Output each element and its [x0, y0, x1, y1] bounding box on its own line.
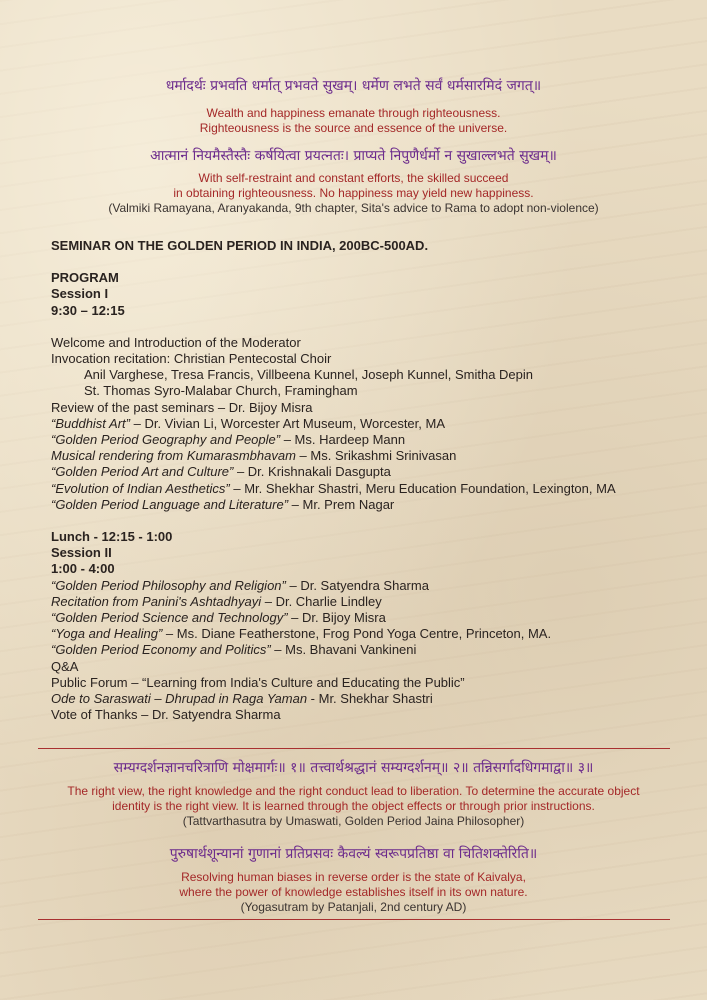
talk-item: [51, 626, 671, 642]
public-forum-item: Public Forum – “Learning from India's Culture and Educating the Public”: [51, 674, 465, 690]
top-verse-1-translation-line-1: Wealth and happiness emanate through righteousness.: [206, 106, 501, 120]
talk-title: “Golden Period Geography and People”: [51, 432, 281, 448]
qa-item: Q&A: [51, 658, 79, 674]
top-verse-1-translation-line-2: Righteousness is the source and essence of the universe.: [199, 121, 508, 135]
program-item: Welcome and Introduction of the Moderator: [51, 334, 301, 350]
talk-speaker: – Dr. Vivian Li, Worcester Art Museum, Worcester, MA: [130, 415, 445, 431]
talk-item: [51, 416, 671, 432]
talk-item: [51, 642, 671, 658]
talk-item: [51, 578, 671, 594]
bottom-verse-1-source: (Tattvarthasutra by Umaswati, Golden Period Jaina Philosopher): [182, 814, 525, 828]
talk-speaker: – Ms. Diane Featherstone, Frog Pond Yoga Centre, Princeton, MA.: [162, 626, 552, 642]
talk-speaker: – Mr. Shekhar Shastri, Meru Education Foundation, Lexington, MA: [229, 480, 616, 496]
talk-item: [51, 448, 671, 464]
bottom-verse-2-translation-line-1: Resolving human biases in reverse order is the state of Kaivalya,: [181, 870, 526, 884]
talk-speaker: – Dr. Krishnakali Dasgupta: [233, 464, 391, 480]
talk-title: “Golden Period Science and Technology”: [51, 610, 288, 626]
top-verse-2-translation-line-1: With self-restraint and constant efforts, the skilled succeed: [198, 171, 509, 185]
lunch-break: Lunch - 12:15 - 1:00: [51, 529, 173, 545]
talk-item: [51, 594, 671, 610]
talk-title: “Golden Period Economy and Politics”: [51, 642, 271, 658]
talk-title: “Golden Period Philosophy and Religion”: [51, 577, 286, 593]
talk-item: [51, 464, 671, 480]
talk-title: “Evolution of Indian Aesthetics”: [51, 480, 230, 496]
bottom-verse-2-sanskrit: पुरुषार्थशून्यानां गुणानां प्रतिप्रसवः कैवल्यं स्वरूपप्रतिष्ठा वा चितिशक्तेरिति॥: [169, 846, 538, 862]
talk-title: “Yoga and Healing”: [51, 626, 163, 642]
talk-title: “Buddhist Art”: [51, 415, 130, 431]
session-2-title: Session II: [51, 545, 112, 561]
bottom-verse-1-translation-line-2: identity is the right view. It is learned through the object effects or through prior instructions.: [112, 799, 595, 813]
choir-church: St. Thomas Syro-Malabar Church, Framingham: [84, 383, 358, 399]
top-verse-1-sanskrit: धर्मादर्थः प्रभवति धर्मात् प्रभवते सुखम्। धर्मेण लभते सर्वं धर्मसारमिदं जगत्॥: [165, 78, 542, 94]
ode-title: Ode to Saraswati – Dhrupad in Raga Yaman: [51, 691, 308, 707]
session-2-time: 1:00 - 4:00: [51, 561, 115, 577]
top-verse-1-translation: [0, 106, 707, 136]
top-verse-2-sanskrit: आत्मानं नियमैस्तैस्तैः कर्षयित्वा प्रयत्नतः। प्राप्यते निपुणैर्धर्मो न सुखाल्लभते सुखम्॥: [150, 148, 557, 164]
program: [51, 238, 671, 723]
talk-item: [51, 497, 671, 513]
ode-performer: - Mr. Shekhar Shastri: [307, 691, 433, 707]
talk-title: Recitation from Panini's Ashtadhyayi: [51, 593, 262, 609]
talk-speaker: – Ms. Hardeep Mann: [280, 432, 406, 448]
bottom-verse-1-sanskrit: सम्यग्दर्शनज्ञानचरित्राणि मोक्षमार्गः॥ १॥ तत्त्वार्थश्रद्धानं सम्यग्दर्शनम्॥ २॥ तन्निसर्गादधिगमाद्वा॥ ३॥: [113, 760, 594, 776]
talk-item: [51, 481, 671, 497]
top-verse-2-source: (Valmiki Ramayana, Aranyakanda, 9th chapter, Sita's advice to Rama to adopt non-violence): [108, 201, 599, 215]
session-1-time: 9:30 – 12:15: [51, 302, 125, 318]
ode-item: [51, 691, 671, 707]
top-verse-2-translation-line-2: in obtaining righteousness. No happiness may yield new happiness.: [173, 186, 534, 200]
vote-of-thanks-item: Vote of Thanks – Dr. Satyendra Sharma: [51, 707, 281, 723]
bottom-verse-1-translation: [0, 784, 707, 829]
talk-speaker: – Mr. Prem Nagar: [288, 496, 395, 512]
top-divider: [38, 748, 670, 749]
talk-item: [51, 610, 671, 626]
session-1-title: Session I: [51, 286, 109, 302]
program-item: Invocation recitation: Christian Pentecostal Choir: [51, 351, 332, 367]
bottom-verse-1-translation-line-1: The right view, the right knowledge and the right conduct lead to liberation. To determine the accurate object: [67, 784, 640, 798]
talk-speaker: – Ms. Bhavani Vankineni: [270, 642, 417, 658]
bottom-verse-2-translation: [0, 870, 707, 915]
talk-title: Musical rendering from Kumarasmbhavam: [51, 448, 296, 464]
talk-speaker: – Ms. Srikashmi Srinivasan: [295, 448, 457, 464]
bottom-divider: [38, 919, 670, 920]
program-item: Review of the past seminars – Dr. Bijoy Misra: [51, 399, 313, 415]
program-label: PROGRAM: [51, 270, 119, 286]
bottom-verse-2-source: (Yogasutram by Patanjali, 2nd century AD): [240, 900, 467, 914]
talk-item: [51, 432, 671, 448]
bottom-verse-2-translation-line-2: where the power of knowledge establishes itself in its own nature.: [179, 885, 528, 899]
talk-speaker: – Dr. Bijoy Misra: [287, 610, 386, 626]
choir-members: Anil Varghese, Tresa Francis, Villbeena Kunnel, Joseph Kunnel, Smitha Depin: [84, 367, 534, 383]
talk-speaker: – Dr. Satyendra Sharma: [285, 577, 429, 593]
talk-title: “Golden Period Art and Culture”: [51, 464, 234, 480]
top-verse-2-translation: [0, 171, 707, 216]
seminar-heading: SEMINAR ON THE GOLDEN PERIOD IN INDIA, 200BC-500AD.: [51, 238, 429, 253]
talk-speaker: – Dr. Charlie Lindley: [261, 593, 382, 609]
talk-title: “Golden Period Language and Literature”: [51, 496, 289, 512]
